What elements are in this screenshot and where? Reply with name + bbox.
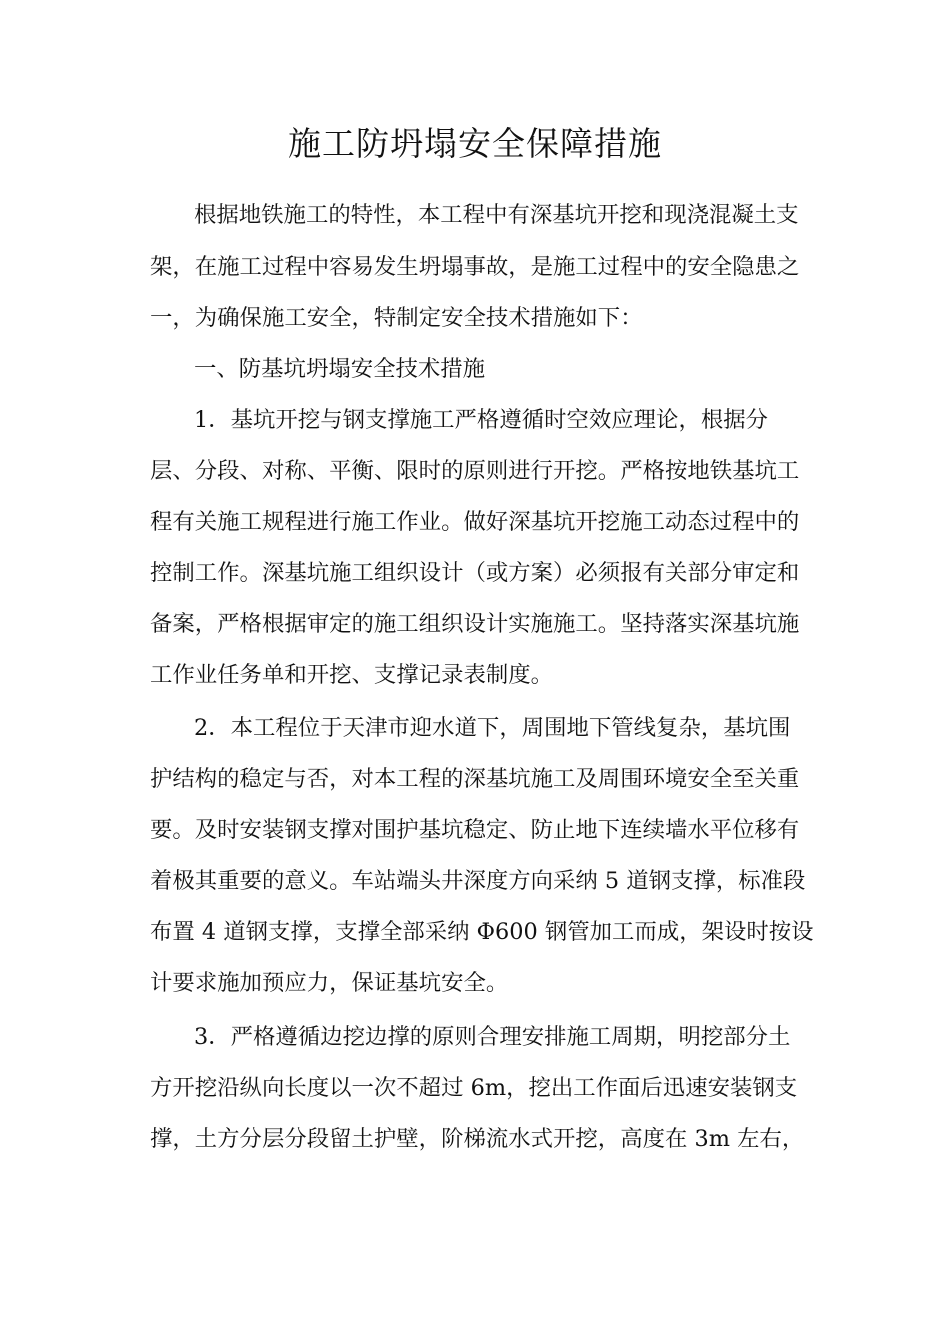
paragraph-line: 备案，严格根据审定的施工组织设计实施施工。坚持落实深基坑施 [150, 611, 800, 637]
paragraph-line: 布置 4 道钢支撑，支撑全部采纳 Φ600 钢管加工而成，架设时按设 [150, 919, 814, 945]
paragraph-line: 程有关施工规程进行施工作业。做好深基坑开挖施工动态过程中的 [150, 509, 800, 535]
paragraph-line: 要。及时安装钢支撑对围护基坑稳定、防止地下连续墙水平位移有 [150, 817, 800, 843]
paragraph-line: 层、分段、对称、平衡、限时的原则进行开挖。严格按地铁基坑工 [150, 458, 800, 484]
paragraph-line: 根据地铁施工的特性，本工程中有深基坑开挖和现浇混凝土支 [194, 202, 799, 228]
paragraph-line: 撑，土方分层分段留土护壁，阶梯流水式开挖，高度在 3m 左右， [150, 1126, 805, 1152]
paragraph-line: 架，在施工过程中容易发生坍塌事故，是施工过程中的安全隐患之 [150, 254, 800, 280]
paragraph-line: 一，为确保施工安全，特制定安全技术措施如下： [150, 305, 643, 331]
document-title: 施工防坍塌安全保障措施 [288, 124, 662, 163]
paragraph-line: 2．本工程位于天津市迎水道下，周围地下管线复杂，基坑围 [194, 715, 791, 741]
paragraph-line: 护结构的稳定与否，对本工程的深基坑施工及周围环境安全至关重 [150, 766, 800, 792]
paragraph-line: 3．严格遵循边挖边撑的原则合理安排施工周期，明挖部分土 [194, 1024, 791, 1050]
section-heading: 一、防基坑坍塌安全技术措施 [194, 356, 486, 382]
paragraph-line: 控制工作。深基坑施工组织设计（或方案）必须报有关部分审定和 [150, 560, 800, 586]
paragraph-line: 1．基坑开挖与钢支撑施工严格遵循时空效应理论，根据分 [194, 407, 769, 433]
paragraph-line: 着极其重要的意义。车站端头井深度方向采纳 5 道钢支撑，标准段 [150, 868, 806, 894]
paragraph-line: 工作业任务单和开挖、支撑记录表制度。 [150, 662, 554, 688]
paragraph-line: 方开挖沿纵向长度以一次不超过 6m，挖出工作面后迅速安装钢支 [150, 1075, 798, 1101]
paragraph-line: 计要求施加预应力，保证基坑安全。 [150, 970, 509, 996]
